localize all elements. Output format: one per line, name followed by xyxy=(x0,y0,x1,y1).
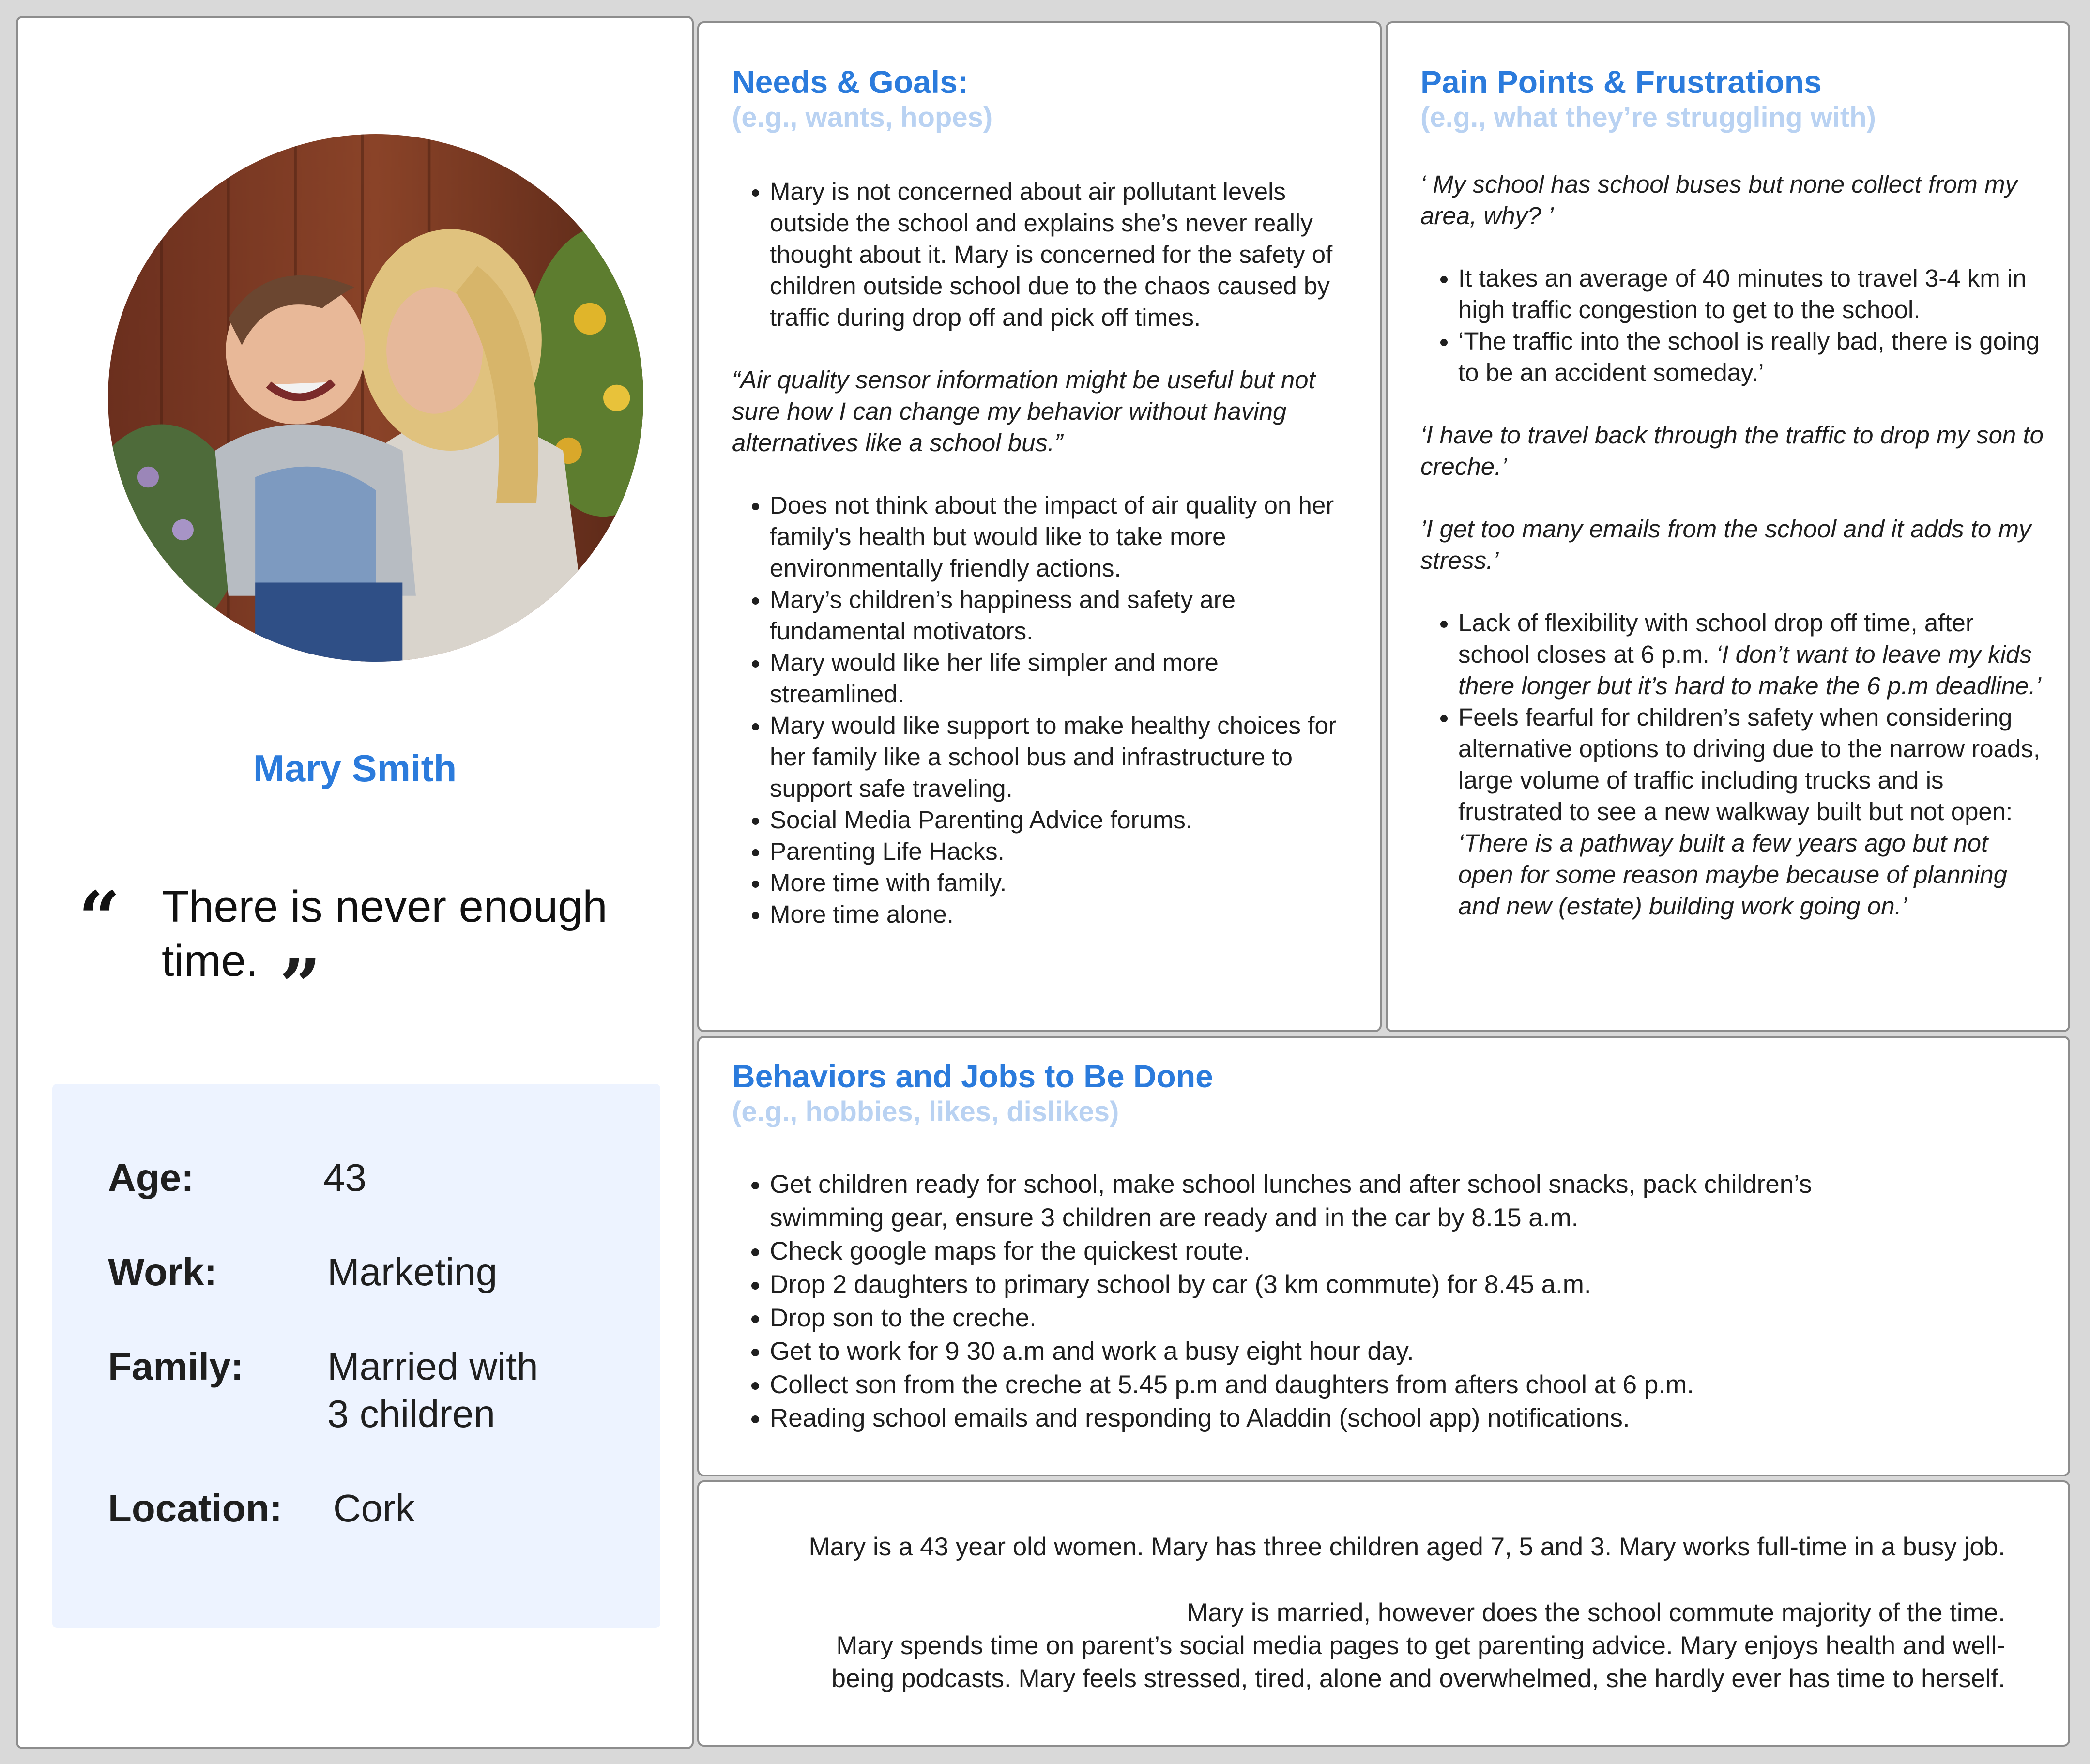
profile-panel: Mary Smith “ There is never enough time. ” Age: 43 Work: Marketing Family: Married with 3 children Location: Cork xyxy=(16,16,694,1749)
list-item: • Social Media Parenting Advice forums. xyxy=(770,804,1356,836)
list-item: • Drop 2 daughters to primary school by car (3 km commute) for 8.45 a.m. xyxy=(770,1268,1894,1301)
list-item: • It takes an average of 40 minutes to travel 3-4 km in high traffic congestion to get to the school. xyxy=(1458,262,2044,325)
list-item: • More time alone. xyxy=(770,898,1356,930)
list-item-quote: ‘There is a pathway built a few years ago but not open for some reason maybe because of planning and new (estate) building work going on.’ xyxy=(1458,829,2008,920)
panel-title: Pain Points & Frustrations xyxy=(1420,64,1822,100)
pain-list-2 xyxy=(1420,607,2044,922)
panel-header xyxy=(732,1057,1213,1129)
needs-list-1 xyxy=(732,176,1356,333)
needs-quote: “Air quality sensor information might be useful but not sure how I can change my behavior without having alternatives like a school bus.” xyxy=(732,366,1315,456)
list-item: • Parenting Life Hacks. xyxy=(770,836,1356,867)
list-item: • Collect son from the creche at 5.45 p.m and daughters from afters chool at 6 p.m. xyxy=(770,1368,1894,1401)
pain-body xyxy=(1420,168,2044,922)
photo-illustration xyxy=(108,134,643,662)
list-item: • Check google maps for the quickest route. xyxy=(770,1234,1894,1268)
detail-value: 43 xyxy=(323,1156,366,1199)
list-item xyxy=(1458,607,2044,701)
list-item xyxy=(1458,701,2044,922)
summary-panel xyxy=(697,1480,2070,1747)
list-item: • More time with family. xyxy=(770,867,1356,898)
list-item-quote: ‘I don’t want to leave my kids there longer but it’s hard to make the 6 p.m deadline.’ xyxy=(1458,640,2041,700)
panel-title: Needs & Goals: xyxy=(732,64,968,100)
list-item: • Drop son to the creche. xyxy=(770,1301,1894,1335)
detail-value: Marketing xyxy=(327,1250,498,1293)
detail-label: Family: xyxy=(108,1345,244,1388)
behaviors-panel xyxy=(697,1036,2070,1476)
needs-body xyxy=(732,176,1356,930)
list-item: • Get children ready for school, make school lunches and after school snacks, pack children’s swimming gear, ensure 3 children are ready and in the car by 8.15 a.m. xyxy=(770,1168,1894,1234)
detail-value-line2: 3 children xyxy=(327,1392,495,1435)
panel-header xyxy=(732,63,992,135)
detail-label: Age: xyxy=(108,1156,194,1199)
detail-value: Married with xyxy=(327,1345,538,1388)
needs-list-2 xyxy=(732,489,1356,930)
pain-quote: ‘I have to travel back through the traffic to drop my son to creche.’ xyxy=(1420,421,2044,480)
summary-line: Mary spends time on parent’s social media pages to get parenting advice. Mary enjoys health and well- xyxy=(836,1631,2005,1660)
panel-subtitle: (e.g., hobbies, likes, dislikes) xyxy=(732,1096,1119,1127)
behaviors-body xyxy=(732,1168,1894,1435)
list-item: • Does not think about the impact of air quality on her family's health but would like to take more environmentally friendly actions. xyxy=(770,489,1356,584)
persona-quote: “ There is never enough time. xyxy=(83,880,664,988)
persona-name: Mary Smith xyxy=(253,747,457,790)
quote-text: There is never enough time. xyxy=(162,882,608,986)
list-item: • Mary would like her life simpler and more streamlined. xyxy=(770,647,1356,710)
pain-quote: ’I get too many emails from the school and it adds to my stress.’ xyxy=(1420,515,2031,574)
detail-value: Cork xyxy=(333,1487,415,1530)
detail-label: Location: xyxy=(108,1487,282,1530)
panel-subtitle: (e.g., wants, hopes) xyxy=(732,102,993,133)
list-item: • Reading school emails and responding to Aladdin (school app) notifications. xyxy=(770,1401,1894,1435)
list-item: • ‘The traffic into the school is really bad, there is going to be an accident someday.’ xyxy=(1458,325,2044,388)
persona-details xyxy=(52,1084,660,1628)
summary-line: being podcasts. Mary feels stressed, tired, alone and overwhelmed, she hardly ever has time to herself. xyxy=(831,1664,2005,1693)
list-item-text: Feels fearful for children’s safety when considering alternative options to driving due to the narrow roads, large volume of traffic including trucks and is frustrated to see a new walkway built but not open: xyxy=(1458,703,2041,825)
pain-list-1 xyxy=(1420,262,2044,388)
pain-points-panel xyxy=(1386,21,2070,1032)
list-item: • Get to work for 9 30 a.m and work a busy eight hour day. xyxy=(770,1335,1894,1368)
panel-title: Behaviors and Jobs to Be Done xyxy=(732,1058,1213,1094)
list-item-text: Lack of flexibility with school drop off time, after school closes at 6 p.m. xyxy=(1458,609,1974,668)
summary-line: Mary is married, however does the school commute majority of the time. xyxy=(1187,1598,2005,1627)
panel-subtitle: (e.g., what they’re struggling with) xyxy=(1420,102,1876,133)
detail-label: Work: xyxy=(108,1250,217,1293)
panel-header xyxy=(1420,63,1876,135)
list-item: • Mary’s children’s happiness and safety are fundamental motivators. xyxy=(770,584,1356,647)
summary-text xyxy=(748,1531,2005,1695)
list-item: • Mary would like support to make healthy choices for her family like a school bus and infrastructure to support safe traveling. xyxy=(770,710,1356,804)
list-item: • Mary is not concerned about air pollutant levels outside the school and explains she’s never really thought about it. Mary is concerned for the safety of children outside school due to the chaos caused by traffic during drop off and pick off times. xyxy=(770,176,1356,333)
pain-quote: ‘ My school has school buses but none collect from my area, why? ’ xyxy=(1420,170,2018,229)
behaviors-list xyxy=(732,1168,1894,1435)
persona-photo xyxy=(108,134,643,662)
needs-goals-panel xyxy=(697,21,1382,1032)
summary-line: Mary is a 43 year old women. Mary has three children aged 7, 5 and 3. Mary works full-time in a busy job. xyxy=(809,1533,2005,1561)
